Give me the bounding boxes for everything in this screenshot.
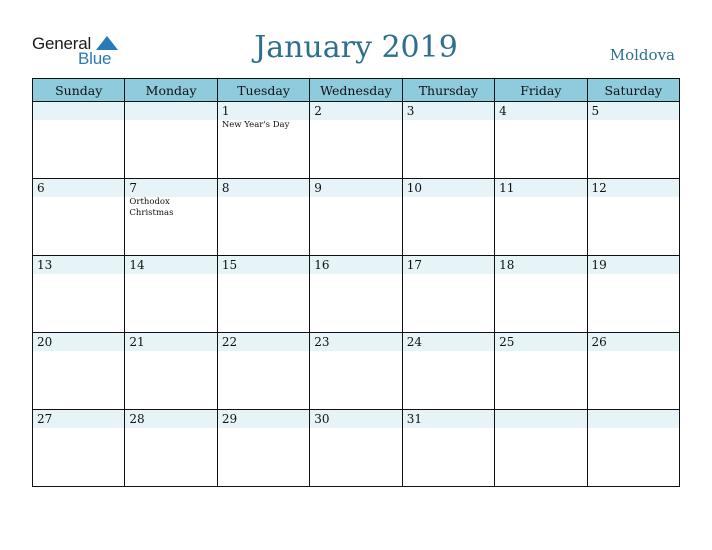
day-number <box>125 102 216 104</box>
calendar-grid <box>32 78 680 487</box>
day-cell <box>125 410 217 487</box>
day-cell <box>495 333 587 410</box>
week-row <box>33 333 680 410</box>
holiday-label: Orthodox Christmas <box>129 197 174 218</box>
day-cell <box>217 333 309 410</box>
day-cell <box>402 179 494 256</box>
day-number: 9 <box>314 181 322 195</box>
day-cell <box>217 102 309 179</box>
day-number: 18 <box>499 258 515 272</box>
day-number: 4 <box>499 104 507 118</box>
day-number: 8 <box>221 181 230 195</box>
calendar-title: January 2019 <box>254 30 458 65</box>
day-number: 23 <box>314 335 330 349</box>
day-cell <box>310 179 402 256</box>
day-number: 27 <box>37 412 53 426</box>
day-number: 12 <box>591 181 607 195</box>
day-cell <box>33 179 125 256</box>
day-cell <box>402 410 494 487</box>
weekday-header-row <box>33 79 680 102</box>
day-cell <box>495 410 587 487</box>
day-cell <box>587 410 679 487</box>
day-number: 29 <box>221 412 238 426</box>
weekday-wednesday: Wednesday <box>310 79 402 102</box>
day-number: 2 <box>314 104 322 118</box>
day-number: 11 <box>499 181 515 195</box>
day-cell <box>402 102 494 179</box>
day-cell <box>310 410 402 487</box>
day-number: 3 <box>406 104 415 118</box>
day-cell <box>33 333 125 410</box>
week-row <box>33 256 680 333</box>
day-cell <box>402 256 494 333</box>
day-cell <box>587 256 679 333</box>
day-number: 6 <box>37 181 45 195</box>
day-number-band <box>33 102 124 120</box>
day-number: 26 <box>591 335 607 349</box>
logo-word-blue: Blue <box>78 49 112 68</box>
day-number: 14 <box>129 258 145 272</box>
weekday-sunday: Sunday <box>33 79 125 102</box>
holiday-label: New Year's Day <box>221 120 290 130</box>
day-number: 22 <box>221 335 238 349</box>
day-number: 19 <box>591 258 607 272</box>
day-cell <box>495 179 587 256</box>
day-cell <box>587 179 679 256</box>
day-number <box>588 410 679 412</box>
day-number: 31 <box>406 412 422 426</box>
day-cell <box>217 410 309 487</box>
day-number: 24 <box>406 335 422 349</box>
day-cell <box>33 102 125 179</box>
day-cell <box>125 256 217 333</box>
day-cell <box>310 256 402 333</box>
day-number: 10 <box>406 181 422 195</box>
day-number <box>33 102 124 104</box>
day-cell <box>217 256 309 333</box>
day-number: 20 <box>37 335 53 349</box>
day-number: 25 <box>499 335 515 349</box>
day-number: 5 <box>591 104 600 118</box>
day-cell <box>495 102 587 179</box>
day-number: 1 <box>221 104 230 118</box>
day-cell <box>33 410 125 487</box>
day-number: 15 <box>221 258 238 272</box>
day-number-band <box>588 410 679 428</box>
day-cell <box>587 333 679 410</box>
day-number-band <box>125 102 216 120</box>
week-row <box>33 179 680 256</box>
day-cell <box>217 179 309 256</box>
country-name: Moldova <box>609 46 675 64</box>
day-number <box>495 410 586 412</box>
weekday-thursday: Thursday <box>402 79 494 102</box>
day-cell <box>495 256 587 333</box>
day-number: 28 <box>129 412 145 426</box>
day-number: 17 <box>406 258 422 272</box>
weekday-saturday: Saturday <box>587 79 679 102</box>
day-number: 21 <box>129 335 145 349</box>
day-cell <box>125 333 217 410</box>
day-number: 7 <box>129 181 138 195</box>
day-number-band <box>495 410 586 428</box>
weekday-monday: Monday <box>125 79 217 102</box>
day-cell <box>125 179 217 256</box>
day-number: 30 <box>314 412 330 426</box>
day-cell <box>587 102 679 179</box>
day-cell <box>125 102 217 179</box>
weekday-friday: Friday <box>495 79 587 102</box>
weekday-tuesday: Tuesday <box>217 79 309 102</box>
day-cell <box>402 333 494 410</box>
day-cell <box>310 102 402 179</box>
day-number: 13 <box>37 258 53 272</box>
logo-word-general: General <box>32 34 92 53</box>
day-cell <box>33 256 125 333</box>
day-number: 16 <box>314 258 330 272</box>
day-cell <box>310 333 402 410</box>
week-row <box>33 410 680 487</box>
week-row <box>33 102 680 179</box>
